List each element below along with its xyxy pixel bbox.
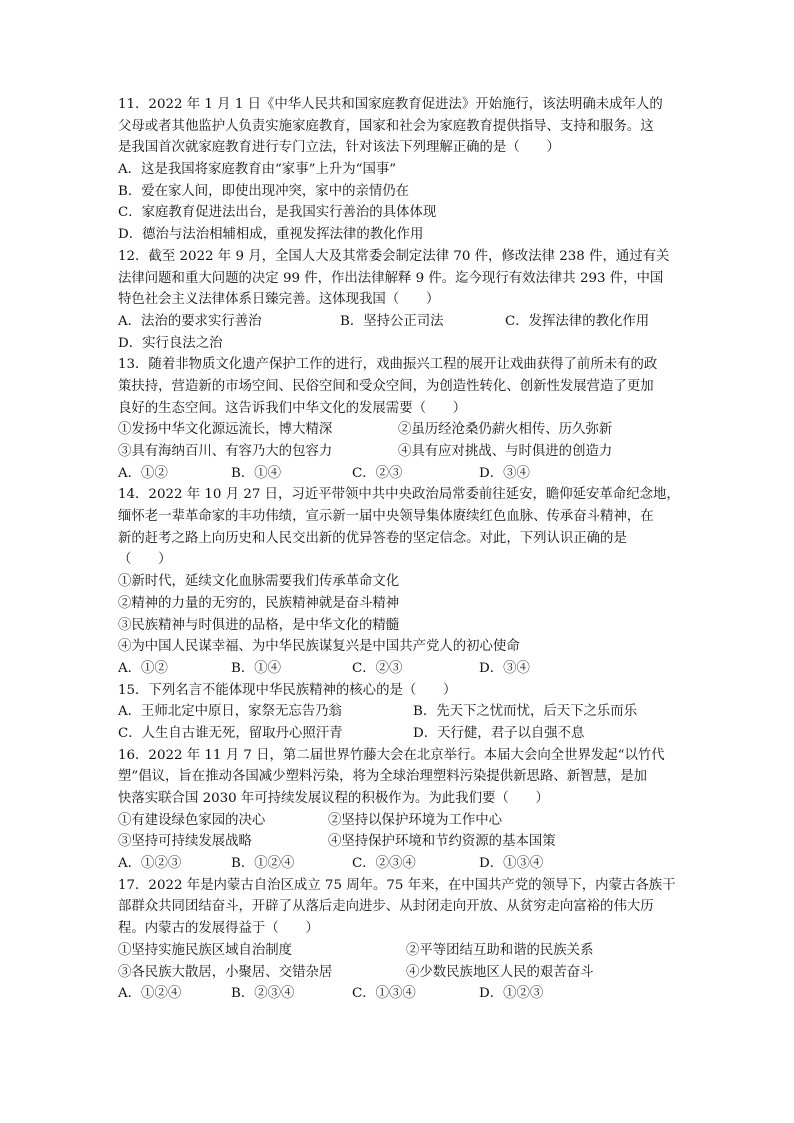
option-a: A．法治的要求实行善治 xyxy=(118,313,262,329)
options-row xyxy=(118,311,678,333)
question-stem: 14．2022 年 10 月 27 日，习近平带领中共中央政治局常委前往延安，瞻仰延安革命纪念地， xyxy=(118,487,680,503)
option-a: A．①② xyxy=(118,465,168,481)
option-a: A．①②④ xyxy=(118,986,182,1002)
question-stem: 是我国首次就家庭教育进行专门立法，针对该法下列理解正确的是（ ） xyxy=(118,140,560,156)
question-16 xyxy=(118,745,678,875)
options-row xyxy=(118,723,678,745)
option-d: D．①②③ xyxy=(479,986,544,1002)
statement-2: ②虽历经沧桑仍薪火相传、历久弥新 xyxy=(398,422,613,438)
option-c: C．②③ xyxy=(352,465,403,481)
question-stem: 11．2022 年 1 月 1 日《中华人民共和国家庭教育促进法》开始施行，该法明确未成年人的 xyxy=(118,97,663,112)
option-b: B．坚持公正司法 xyxy=(340,313,444,329)
statement-4: ④少数民族地区人民的艰苦奋斗 xyxy=(406,964,594,980)
question-stem: 法律问题和重大问题的决定 99 件，作出法律解释 9 件。迄今现行有效法律共 293 件，中国 xyxy=(118,270,664,286)
option-b: B．①②④ xyxy=(231,856,295,872)
statement-3: ③坚持可持续发展战略 xyxy=(118,834,252,850)
question-stem: 缅怀老一辈革命家的丰功伟绩，宣示新一届中央领导集体赓续红色血脉、传承奋斗精神，在 xyxy=(118,509,654,525)
statement-4: ④坚持保护环境和节约资源的基本国策 xyxy=(328,834,556,850)
option-b: B．先天下之忧而忧，后天下之乐而乐 xyxy=(413,704,638,720)
option-a: A．①② xyxy=(118,660,168,676)
option-a: A．这是我国将家庭教育由“家事”上升为“国事” xyxy=(118,162,397,178)
statement-3: ③各民族大散居，小聚居、交错杂居 xyxy=(118,964,333,980)
option-c: C．人生自古谁无死，留取丹心照汗青 xyxy=(118,725,343,741)
question-stem: 新的赶考之路上向历史和人民交出新的优异答卷的坚定信念。对此，下列认识正确的是 xyxy=(118,530,627,546)
statement-1: ①发扬中华文化源远流长，博大精深 xyxy=(118,422,333,438)
question-12 xyxy=(118,246,678,354)
question-15 xyxy=(118,680,678,745)
question-stem: 部群众共同团结奋斗，开辟了从落后走向进步、从封闭走向开放、从贫穷走向富裕的伟大历 xyxy=(118,899,654,915)
option-d: D．③④ xyxy=(479,660,530,676)
statement-1: ①新时代，延续文化血脉需要我们传承革命文化 xyxy=(118,574,400,590)
statement-4: ④具有应对挑战、与时俱进的创造力 xyxy=(398,444,613,459)
option-a: A．王师北定中原日，家祭无忘告乃翁 xyxy=(118,704,342,720)
options-row xyxy=(118,853,678,875)
question-stem: 12．截至 2022 年 9 月，全国人大及其常委会制定法律 70 件，修改法律 238 件，通过有关 xyxy=(118,248,670,264)
question-stem: （ ） xyxy=(118,552,172,568)
question-17 xyxy=(118,875,678,1005)
question-14 xyxy=(118,484,678,679)
statement-3: ③具有海纳百川、有容乃大的包容力 xyxy=(118,444,333,459)
question-sheet xyxy=(118,94,678,1005)
option-d: D．德治与法治相辅相成，重视发挥法律的教化作用 xyxy=(118,227,424,243)
options-row xyxy=(118,983,678,1005)
option-b: B．②③④ xyxy=(231,986,295,1002)
question-stem: 塑”倡议，旨在推动各国减少塑料污染，将为全球治理塑料污染提供新思路、新智慧，是加 xyxy=(118,769,648,785)
statement-row xyxy=(118,962,678,984)
question-stem: 程。内蒙古的发展得益于（ ） xyxy=(118,921,319,937)
question-stem: 13．随着非物质文化遗产保护工作的进行，戏曲振兴工程的展开让戏曲获得了前所未有的政 xyxy=(118,357,658,373)
statement-row xyxy=(118,441,678,463)
question-stem: 良好的生态空间。这告诉我们中华文化的发展需要（ ） xyxy=(118,400,467,416)
question-stem: 特色社会主义法律体系日臻完善。这体现我国（ ） xyxy=(118,292,440,308)
statement-1: ①坚持实施民族区域自治制度 xyxy=(118,942,293,958)
question-stem: 父母或者其他监护人负责实施家庭教育，国家和社会为家庭教育提供指导、支持和服务。这 xyxy=(118,118,654,134)
option-a: A．①②③ xyxy=(118,856,182,872)
option-c: C．②③ xyxy=(352,660,403,676)
question-11 xyxy=(118,94,678,246)
statement-row xyxy=(118,419,678,441)
statement-2: ②坚持以保护环境为工作中心 xyxy=(328,812,503,828)
statement-1: ①有建设绿色家园的决心 xyxy=(118,812,266,828)
statement-2: ②精神的力量的无穷的，民族精神就是奋斗精神 xyxy=(118,595,400,611)
question-stem: 策扶持，营造新的市场空间、民俗空间和受众空间，为创造性转化、创新性发展营造了更加 xyxy=(118,378,654,394)
option-c: C．发挥法律的教化作用 xyxy=(505,313,650,329)
options-row xyxy=(118,463,678,485)
option-d: D．天行健，君子以自强不息 xyxy=(413,725,585,741)
statement-row xyxy=(118,940,678,962)
option-c: C．①③④ xyxy=(352,986,416,1002)
options-row xyxy=(118,701,678,723)
option-c: C．家庭教育促进法出台，是我国实行善治的具体体现 xyxy=(118,205,437,221)
question-stem: 16．2022 年 11 月 7 日，第二届世界竹藤大会在北京举行。本届大会向全世界发起“以竹代 xyxy=(118,747,665,763)
option-d: D．①③④ xyxy=(479,856,544,872)
statement-row xyxy=(118,810,678,832)
statement-row xyxy=(118,831,678,853)
statement-2: ②平等团结互助和谐的民族关系 xyxy=(406,942,594,958)
statement-4: ④为中国人民谋幸福、为中华民族谋复兴是中国共产党人的初心使命 xyxy=(118,639,520,655)
question-stem: 快落实联合国 2030 年可持续发展议程的积极作为。为此我们要（ ） xyxy=(118,791,549,806)
option-b: B．①④ xyxy=(231,465,282,481)
option-d: D．实行良法之治 xyxy=(118,335,223,351)
question-stem: 17．2022 年是内蒙古自治区成立 75 周年。75 年来，在中国共产党的领导下，内蒙古各族干 xyxy=(118,877,676,893)
options-row xyxy=(118,658,678,680)
question-13 xyxy=(118,354,678,484)
option-b: B．爱在家人间，即使出现冲突，家中的亲情仍在 xyxy=(118,183,410,199)
question-stem: 15．下列名言不能体现中华民族精神的核心的是（ ） xyxy=(118,682,457,698)
option-b: B．①④ xyxy=(231,660,282,676)
option-c: C．②③④ xyxy=(352,856,416,872)
statement-3: ③民族精神与时俱进的品格，是中华文化的精髓 xyxy=(118,617,400,633)
option-d: D．③④ xyxy=(479,465,530,481)
